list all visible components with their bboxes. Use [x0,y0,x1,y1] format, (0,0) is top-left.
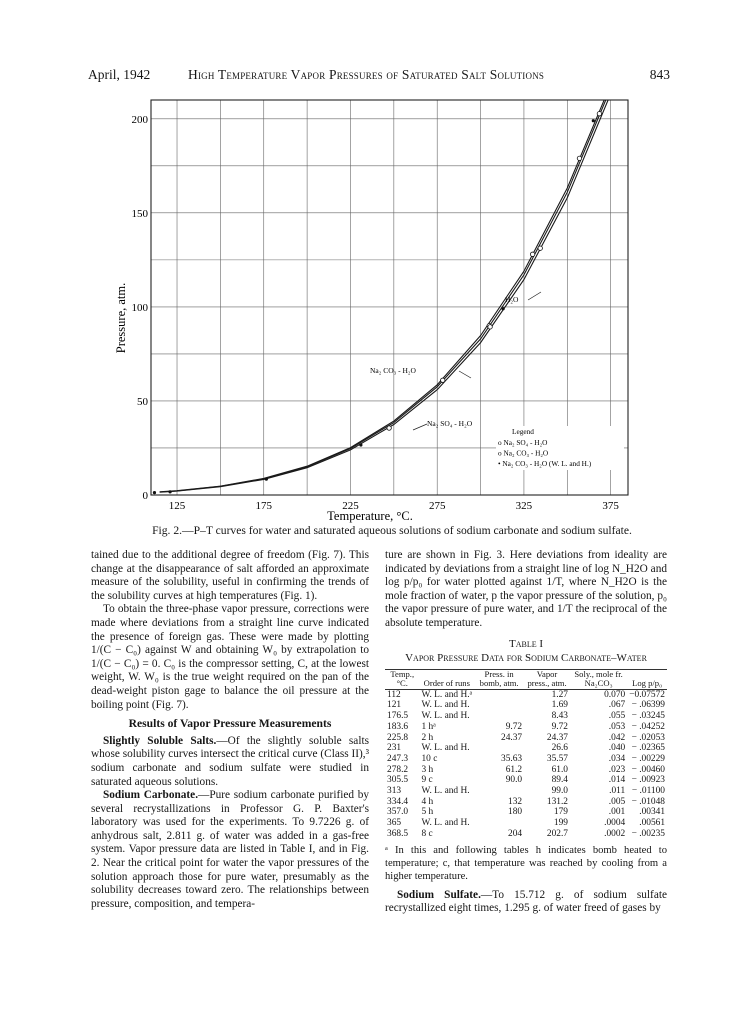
paragraph-text: —Of the slightly soluble salts whose solubility curves intersect the critical curve (Class II),³ sodium carbonate and sodium sulfate were studied in saturated aqueous solutions. [91,734,369,788]
table-row [385,765,667,776]
table-row [385,743,667,754]
table-cell: .042 [608,732,626,743]
data-point-na2co3 [441,378,445,382]
table-footnote: ᵃ In this and following tables h indicates bomb heated to temperature; c, that temperature was reached by cooling from a higher temperature. [385,844,667,882]
table-cell: 225.8 [387,732,409,743]
data-point-na2co3 [597,112,601,116]
table-cell: − .00229 [631,753,665,764]
table-cell: 180 [508,807,523,818]
table-cell: .0004 [604,818,626,829]
table-header-cell: Order of runs [419,669,474,689]
table-cell: 313 [387,786,402,797]
legend-entry: • Na₂ CO₃ - H₂O (W. L. and H.) [498,459,592,468]
data-point-wlh [359,443,362,446]
table-cell [474,689,524,700]
table-cell [474,786,524,797]
data-point-na2co3 [577,156,581,160]
table-row [385,797,667,808]
data-point-wlh [502,307,505,310]
table-row [385,689,667,700]
paragraph: ture are shown in Fig. 3. Here deviations from ideality are indicated by deviations from a straight line of log N_H2O and log p/p₀ for water plotted against 1/T, where N_H2O is the mole fraction of water, p the vapor pressure of the solution, p₀ the vapor pressure of pure water, and 1/T the reciprocal of the absolute temperature. [385,549,667,629]
table-cell: 278.2 [387,764,409,775]
table-cell: − .00460 [631,764,665,775]
table-cell: 368.5 [387,828,409,839]
table-row [385,754,667,765]
table-cell: 305.5 [387,775,409,786]
right-column [385,549,667,916]
chart-annotations [370,292,541,430]
section-heading: Results of Vapor Pressure Measurements [128,717,332,731]
annotation-na2so4: Na₂ SO₄ - H₂O [427,419,473,428]
table-cell: − .01048 [631,796,665,807]
table-cell: 112 [387,689,401,700]
header-title: High Temperature Vapor Pressures of Saturated Salt Solutions [188,67,545,82]
x-tick-label: 125 [168,500,186,512]
table-cell: 90.0 [505,775,523,786]
table-row [385,829,667,840]
table-cell: 61.0 [551,764,568,775]
paragraph: To obtain the three-phase vapor pressure, corrections were made where deviations from a straight line curve indicated the presence of foreign gas. These were made by plotting 1/(C − C₀) against W and obtaining W₀ by extrapolation to 1/(C − C₀) = 0. C₀ is the compressor setting, C, at the lowest weight, W. W₀ is the true weight required on the pan of the dead-weight piston gage to balance the oil pressure at the boiling point (Fig. 7). [91,603,369,711]
table-cell: .001 [608,807,626,818]
table-cell: .014 [608,775,626,786]
table-cell: .011 [609,786,626,797]
table-cell: W. L. and H. [421,743,470,754]
table-cell: 1.27 [551,689,568,700]
table-cell: 24.37 [501,732,523,743]
table-cell: 8.43 [551,711,568,722]
data-point-wlh [168,490,171,493]
x-tick-label: 375 [602,500,619,512]
table-cell: − .06399 [631,700,665,711]
table-row [385,722,667,733]
y-tick-label: 100 [131,301,148,314]
table-cell: 4 h [421,796,434,807]
table-cell: .034 [608,753,626,764]
data-point-na2co3 [387,426,391,430]
annotation-na2co3: Na₂ CO₃ - H₂O [370,366,416,375]
table-header-cell: Press. in bomb, atm. [474,669,524,689]
table-header-row [385,669,667,689]
table-header-cell: Temp., °C. [385,669,419,689]
y-tick-label: 200 [131,113,148,126]
table-cell: 8 c [421,828,433,839]
table-cell: 24.37 [546,732,568,743]
x-tick-label: 275 [428,500,446,512]
table-cell: 1 hᵃ [421,721,436,732]
table-cell: .00561 [639,818,665,829]
table-row [385,818,667,829]
table-cell: 199 [553,818,568,829]
table-cell: 231 [387,743,402,754]
header-date: April, 1942 [88,67,151,82]
y-tick-label: 0 [142,490,148,502]
table-cell: − .03245 [631,711,665,722]
left-column [91,549,369,911]
table-cell: 176.5 [387,711,409,722]
table-cell: 132 [508,796,523,807]
table-cell: W. L. and H. [421,786,470,797]
table-cell: 9 c [421,775,433,786]
table-cell: 35.63 [501,753,523,764]
table-cell: − .04252 [631,721,665,732]
table-subtitle: Vapor Pressure Data for Sodium Carbonate–Water [405,652,647,665]
x-axis-label: Temperature, °C. [327,509,413,523]
table-cell: W. L. and H.ᵃ [421,689,473,700]
paragraph [91,789,369,911]
data-point-na2so4 [530,252,534,256]
table-cell: 3 h [421,764,434,775]
table-title: Table I [508,637,544,650]
table-cell: 183.6 [387,721,409,732]
paragraph: tained due to the additional degree of freedom (Fig. 7). This change at the disappearance of salt afforded an approximate measure of the solubility, useful in confirming the trends of the solubility curves at high temperatures (Fig. 1). [91,549,369,602]
table-cell: 247.3 [387,753,409,764]
table-cell [474,743,524,754]
table-cell: 26.6 [551,743,568,754]
table-body [385,689,667,839]
x-tick-label: 225 [342,500,359,512]
table-row [385,700,667,711]
table-cell: 89.4 [551,775,568,786]
legend-entry: o Na₂ CO₃ - H₂O [498,448,549,458]
table-cell: − .01100 [631,786,665,797]
table-cell [474,818,524,829]
y-tick-label: 50 [137,395,148,408]
table-cell: 334.4 [387,796,409,807]
run-in-heading: Slightly Soluble Salts. [103,734,217,747]
table-row [385,786,667,797]
annotation-h2o: H₂O [505,295,519,304]
table-cell: 9.72 [505,721,523,732]
table-cell: 202.7 [546,828,568,839]
table-cell: − .00923 [631,775,665,786]
x-tick-label: 325 [515,500,533,512]
table-cell: 131.2 [546,796,568,807]
page-number: 843 [649,67,670,82]
vapor-pressure-table [385,669,667,840]
paragraph-text: —To 15.712 g. of sodium sulfate recrystallized eight times, 1.295 g. of water freed of gases by [385,888,667,915]
table-cell: .005 [608,796,626,807]
legend-entry: o Na₂ SO₄ - H₂O [498,438,548,447]
leader-line [459,371,471,378]
paragraph [385,889,667,916]
table-cell: 99.0 [551,786,568,797]
table-cell: 365 [387,818,402,829]
table-cell: .053 [608,721,626,732]
table-cell: − .02053 [631,732,665,743]
table-cell: .055 [608,711,626,722]
table-cell [474,711,524,722]
x-tick-label: 175 [255,500,272,512]
table-cell: 2 h [421,732,434,743]
table-cell: W. L. and H. [421,818,470,829]
leader-line [413,424,427,430]
table-cell: W. L. and H. [421,711,470,722]
y-axis-label: Pressure, atm. [114,282,128,354]
table-cell: 10 c [421,753,438,764]
table-cell: .0002 [604,828,626,839]
table-row [385,733,667,744]
leader-line [528,292,541,300]
data-point-na2co3 [488,325,492,329]
chart-legend [496,426,624,470]
table-row [385,807,667,818]
y-tick-label: 150 [131,207,148,220]
run-in-heading: Sodium Sulfate. [397,888,481,901]
table-cell [474,700,524,711]
table-cell: 179 [553,807,568,818]
table-cell: W. L. and H. [421,700,470,711]
table-cell: 35.57 [546,753,568,764]
table-header-cell: Soly., mole fr. Na₂CO₃ [570,669,627,689]
data-point-wlh [265,478,268,481]
run-in-heading: Sodium Carbonate. [103,789,199,802]
table-cell: 357.0 [387,807,409,818]
table-header-cell: Log p/p₀ [627,669,667,689]
table-cell: 1.69 [551,700,568,711]
table-cell: − .02365 [631,743,665,754]
legend-title: Legend [512,427,534,436]
data-point-na2co3 [538,246,542,250]
data-point-wlh [592,119,595,122]
table-cell: 204 [508,828,523,839]
figure-caption: Fig. 2.—P–T curves for water and saturated aqueous solutions of sodium carbonate and sodium sulfate. [152,524,632,537]
table-header-cell: Vapor press., atm. [524,669,570,689]
table-cell: .00341 [639,807,665,818]
table-row [385,775,667,786]
table-cell: − .00235 [631,828,665,839]
data-point-wlh [153,491,156,494]
table-cell: 61.2 [505,764,523,775]
table-cell: .067 [608,700,626,711]
table-cell: 0.070 [604,689,626,700]
table-cell: 9.72 [551,721,568,732]
paragraph [91,735,369,789]
table-cell: .023 [608,764,626,775]
table-cell: −0.07572 [629,689,665,700]
table-cell: 5 h [421,807,434,818]
table-cell: 121 [387,700,402,711]
table-cell: .040 [608,743,626,754]
table-row [385,711,667,722]
paragraph-text: —Pure sodium carbonate purified by several recrystallizations in Professor G. P. Baxter's laboratory was used for the experiments. To 9.7226 g. of anhydrous salt, 2.811 g. of water was added in a gas-free system. Vapor pressure data are listed in Table I, and in Fig. 2. Near the critical point for water the vapor pressures of the solution approach those for pure water, presumably as the solubility decreases toward zero. The relationships between pressure, composition, and tempera- [91,789,370,910]
